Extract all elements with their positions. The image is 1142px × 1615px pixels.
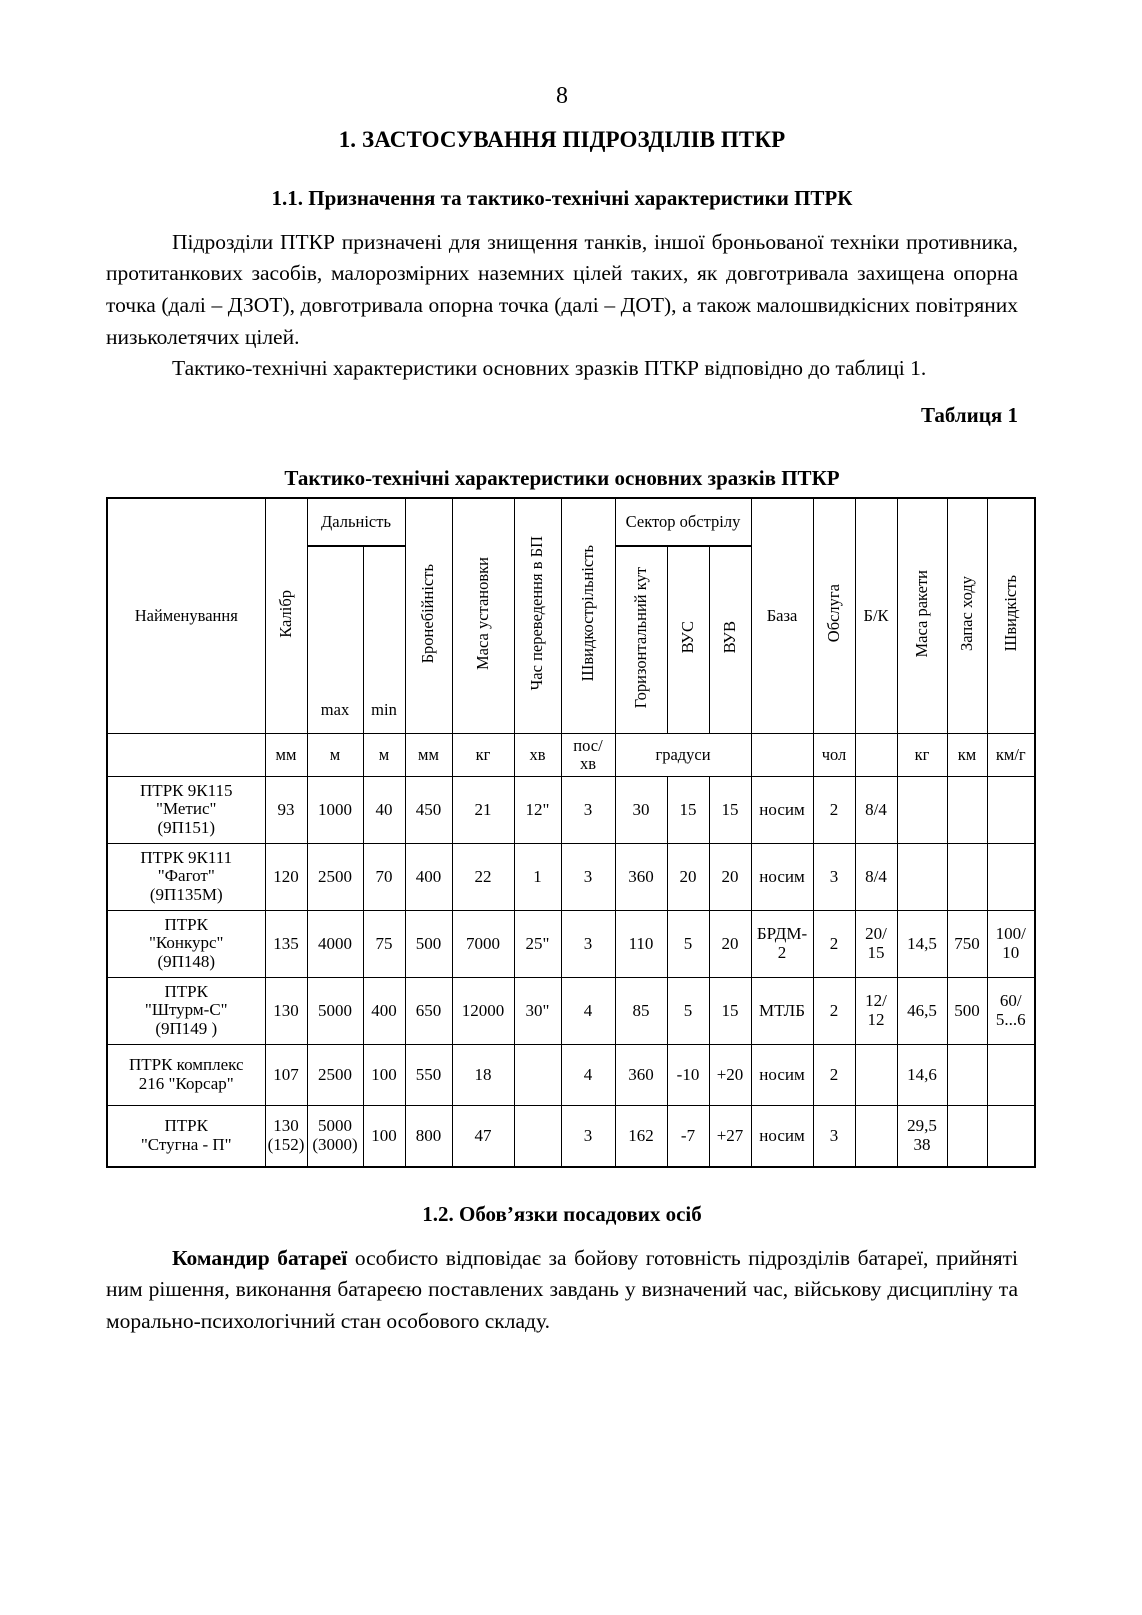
cell-name-line: "Метис" [156, 799, 217, 819]
cell-horizontal-angle: 162 [615, 1105, 667, 1167]
cell-horizontal-angle: 85 [615, 977, 667, 1044]
cell-name [107, 1044, 265, 1105]
cell-rate-of-fire: 3 [561, 776, 615, 843]
cell-name-line: "Стугна - П" [140, 1134, 232, 1154]
table-header-row [107, 498, 1035, 546]
cell-range-max-line: (3000) [312, 1134, 358, 1154]
cell-vuv: 20 [709, 843, 751, 910]
cell-speed [987, 910, 1035, 977]
cell-mount-mass: 22 [452, 843, 514, 910]
cell-bk: 8/4 [855, 843, 897, 910]
cell-time-to-bp: 30" [514, 977, 561, 1044]
cell-rate-of-fire: 3 [561, 910, 615, 977]
table-caption: Тактико-технічні характеристики основних зразків ПТКР [284, 465, 840, 490]
cell-name-line: ПТРК 9К111 [140, 847, 233, 867]
header-vus-label: ВУС [677, 621, 697, 654]
cell-range-max: 4000 [307, 910, 363, 977]
cell-rate-of-fire: 3 [561, 1105, 615, 1167]
cell-range-min: 100 [363, 1105, 405, 1167]
cell-base: носим [751, 843, 813, 910]
units-time-to-bp: хв [514, 733, 561, 776]
units-rate-of-fire-line1: пос/ [573, 735, 603, 755]
cell-bk-line: 12 [867, 1009, 885, 1029]
cell-name-line: ПТРК [164, 981, 208, 1001]
cell-armor: 800 [405, 1105, 452, 1167]
cell-name-line: ПТРК [164, 914, 208, 934]
header-vuv [709, 546, 751, 734]
cell-base-line: 2 [777, 942, 787, 962]
page-number: 8 [556, 83, 568, 109]
cell-range-max: 5000 [307, 977, 363, 1044]
cell-speed [987, 977, 1035, 1044]
header-range-reserve-label: Запас ходу [956, 576, 976, 652]
cell-speed-line: 5...6 [995, 1009, 1026, 1029]
cell-rate-of-fire: 3 [561, 843, 615, 910]
cell-horizontal-angle: 110 [615, 910, 667, 977]
table-row [107, 910, 1035, 977]
units-base [751, 733, 813, 776]
cell-crew: 2 [813, 1044, 855, 1105]
cell-time-to-bp: 25" [514, 910, 561, 977]
cell-range-max-line: 5000 [318, 1116, 352, 1136]
header-rate-of-fire-label: Швидкострільність [577, 545, 597, 682]
cell-name [107, 1105, 265, 1167]
cell-range-reserve [947, 1105, 987, 1167]
cell-missile-mass-line: 38 [913, 1134, 931, 1154]
cell-vus: 20 [667, 843, 709, 910]
cell-speed-line: 10 [1002, 942, 1020, 962]
header-mount-mass-label: Маса установки [472, 557, 492, 671]
cell-crew: 3 [813, 843, 855, 910]
header-crew [813, 498, 855, 734]
table-row [107, 776, 1035, 843]
cell-speed [987, 1044, 1035, 1105]
cell-rate-of-fire: 4 [561, 977, 615, 1044]
cell-armor: 550 [405, 1044, 452, 1105]
units-mount-mass: кг [452, 733, 514, 776]
cell-name-line: "Конкурс" [148, 933, 224, 953]
cell-vus: -7 [667, 1105, 709, 1167]
header-range-min-label: min [371, 699, 397, 719]
cell-range-min: 100 [363, 1044, 405, 1105]
header-crew-label: Обслуга [823, 584, 843, 643]
cell-name-line: (9П151) [157, 818, 216, 838]
units-speed: км/г [987, 733, 1035, 776]
cell-horizontal-angle: 30 [615, 776, 667, 843]
units-name [107, 733, 265, 776]
duties-rest: особисто відповідає за бойову готовність підрозділів батареї, прийняті ним рішення, виконання батареєю поставлених завдань у визначений час, військову дисципліну та морально-психологічний стан особового складу. [106, 1245, 1018, 1333]
cell-range-min: 400 [363, 977, 405, 1044]
cell-mount-mass: 12000 [452, 977, 514, 1044]
table-units-row [107, 733, 1035, 776]
cell-mount-mass: 47 [452, 1105, 514, 1167]
header-range-reserve [947, 498, 987, 734]
cell-range-max: 1000 [307, 776, 363, 843]
header-range-max [307, 546, 363, 734]
cell-name [107, 843, 265, 910]
cell-base: носим [751, 1044, 813, 1105]
cell-range-max: 2500 [307, 843, 363, 910]
table-row [107, 1105, 1035, 1167]
header-time-to-bp-label: Час переведення в БП [527, 536, 547, 691]
units-rate-of-fire-line2: хв [579, 753, 597, 773]
header-caliber-label: Калібр [275, 589, 295, 638]
ttx-table [106, 497, 1036, 1168]
table-row [107, 843, 1035, 910]
cell-speed [987, 776, 1035, 843]
cell-bk-line: 15 [867, 942, 885, 962]
cell-crew: 2 [813, 910, 855, 977]
cell-horizontal-angle: 360 [615, 1044, 667, 1105]
cell-armor: 500 [405, 910, 452, 977]
cell-vus: 5 [667, 977, 709, 1044]
cell-missile-mass: 46,5 [897, 977, 947, 1044]
cell-name [107, 977, 265, 1044]
header-horizontal-angle [615, 546, 667, 734]
cell-bk: 8/4 [855, 776, 897, 843]
cell-vuv: +20 [709, 1044, 751, 1105]
cell-vus: -10 [667, 1044, 709, 1105]
cell-missile-mass: 14,6 [897, 1044, 947, 1105]
cell-rate-of-fire: 4 [561, 1044, 615, 1105]
cell-mount-mass: 21 [452, 776, 514, 843]
units-range-reserve: км [947, 733, 987, 776]
cell-range-reserve: 500 [947, 977, 987, 1044]
header-name: Найменування [107, 498, 265, 734]
cell-caliber-line: 130 [273, 1116, 299, 1136]
cell-vus: 15 [667, 776, 709, 843]
cell-range-max [307, 1105, 363, 1167]
cell-crew: 3 [813, 1105, 855, 1167]
section-1-2-block [106, 1202, 1018, 1338]
header-missile-mass-label: Маса ракети [911, 569, 931, 658]
cell-base: носим [751, 1105, 813, 1167]
header-bk: Б/К [855, 498, 897, 734]
cell-armor: 400 [405, 843, 452, 910]
page-content [106, 0, 1026, 1338]
cell-range-reserve: 750 [947, 910, 987, 977]
units-range-min: м [363, 733, 405, 776]
cell-speed-line: 60/ [999, 991, 1022, 1011]
header-caliber [265, 498, 307, 734]
section-title-1-2: 1.2. Обов’язки посадових осіб [422, 1201, 702, 1226]
cell-armor: 650 [405, 977, 452, 1044]
units-armor: мм [405, 733, 452, 776]
units-caliber: мм [265, 733, 307, 776]
cell-name-line: (9П149 ) [155, 1019, 218, 1039]
cell-caliber: 93 [265, 776, 307, 843]
cell-name [107, 910, 265, 977]
cell-range-reserve [947, 843, 987, 910]
cell-name-line: (9П148) [157, 952, 216, 972]
duties-lead: Командир батареї [172, 1245, 348, 1270]
header-missile-mass [897, 498, 947, 734]
cell-name-line: (9П135М) [149, 885, 223, 905]
units-missile-mass: кг [897, 733, 947, 776]
header-horizontal-angle-label: Горизонтальний кут [630, 566, 650, 709]
section-title-1-1: 1.1. Призначення та тактико-технічні характеристики ПТРК [271, 185, 853, 210]
cell-name [107, 776, 265, 843]
cell-base-line: БРДМ- [756, 924, 808, 944]
cell-vuv: 15 [709, 977, 751, 1044]
paragraph-duties [106, 1243, 1018, 1338]
cell-time-to-bp: 12" [514, 776, 561, 843]
header-range-group: Дальність [307, 498, 405, 546]
units-rate-of-fire [561, 733, 615, 776]
header-time-to-bp [514, 498, 561, 734]
header-speed-label: Швидкість [1000, 575, 1020, 652]
units-bk [855, 733, 897, 776]
cell-base [751, 910, 813, 977]
header-range-max-label: max [320, 699, 350, 719]
cell-caliber: 130 [265, 977, 307, 1044]
cell-range-min: 70 [363, 843, 405, 910]
cell-vuv: +27 [709, 1105, 751, 1167]
cell-mount-mass: 7000 [452, 910, 514, 977]
cell-range-reserve [947, 776, 987, 843]
table-label: Таблиця 1 [920, 402, 1018, 427]
cell-name-line: ПТРК [164, 1116, 208, 1136]
header-sector-group: Сектор обстрілу [615, 498, 751, 546]
header-vuv-label: ВУВ [719, 621, 739, 654]
table-row [107, 1044, 1035, 1105]
cell-caliber: 120 [265, 843, 307, 910]
cell-crew: 2 [813, 977, 855, 1044]
cell-caliber: 107 [265, 1044, 307, 1105]
header-base: База [751, 498, 813, 734]
cell-bk [855, 1044, 897, 1105]
paragraph-table-reference: Тактико-технічні характеристики основних зразків ПТКР відповідно до таблиці 1. [172, 356, 927, 381]
cell-time-to-bp [514, 1105, 561, 1167]
header-vus [667, 546, 709, 734]
cell-armor: 450 [405, 776, 452, 843]
cell-bk-line: 12/ [865, 991, 887, 1011]
cell-name-line: "Штурм-С" [144, 1000, 228, 1020]
cell-missile-mass [897, 776, 947, 843]
units-degrees: градуси [615, 733, 751, 776]
chapter-title: 1. ЗАСТОСУВАННЯ ПІДРОЗДІЛІВ ПТКР [338, 127, 786, 152]
cell-name-line: 216 "Корсар" [138, 1073, 234, 1093]
cell-range-max: 2500 [307, 1044, 363, 1105]
header-armor-label: Бронебійність [418, 563, 438, 664]
header-armor [405, 498, 452, 734]
cell-mount-mass: 18 [452, 1044, 514, 1105]
cell-vuv: 20 [709, 910, 751, 977]
cell-bk [855, 910, 897, 977]
cell-time-to-bp [514, 1044, 561, 1105]
cell-bk [855, 977, 897, 1044]
cell-speed-line: 100/ [995, 924, 1026, 944]
cell-missile-mass [897, 843, 947, 910]
cell-bk [855, 1105, 897, 1167]
cell-range-min: 75 [363, 910, 405, 977]
cell-name-line: "Фагот" [157, 866, 215, 886]
cell-caliber-line: (152) [267, 1134, 305, 1154]
cell-vuv: 15 [709, 776, 751, 843]
cell-horizontal-angle: 360 [615, 843, 667, 910]
cell-range-reserve [947, 1044, 987, 1105]
cell-missile-mass-line: 29,5 [907, 1116, 937, 1136]
cell-caliber: 135 [265, 910, 307, 977]
cell-name-line: ПТРК комплекс [128, 1055, 244, 1075]
cell-base: МТЛБ [751, 977, 813, 1044]
cell-vus: 5 [667, 910, 709, 977]
header-range-min [363, 546, 405, 734]
cell-missile-mass: 14,5 [897, 910, 947, 977]
cell-bk-line: 20/ [865, 924, 887, 944]
table-row [107, 977, 1035, 1044]
cell-speed [987, 1105, 1035, 1167]
cell-time-to-bp: 1 [514, 843, 561, 910]
cell-range-min: 40 [363, 776, 405, 843]
cell-base: носим [751, 776, 813, 843]
header-mount-mass [452, 498, 514, 734]
header-rate-of-fire [561, 498, 615, 734]
header-speed [987, 498, 1035, 734]
units-crew: чол [813, 733, 855, 776]
cell-missile-mass [897, 1105, 947, 1167]
units-range-max: м [307, 733, 363, 776]
cell-speed [987, 843, 1035, 910]
cell-crew: 2 [813, 776, 855, 843]
paragraph-intro: Підрозділи ПТКР призначені для знищення танків, іншої броньованої техніки противника, протитанкових засобів, малорозмірних наземних цілей таких, як довготривала захищена опорна точка (далі – ДЗОТ), довготривала опорна точка (далі – ДОТ), а також малошвидкісних повітряних низьколетячих цілей. [106, 229, 1018, 349]
cell-name-line: ПТРК 9К115 [140, 780, 233, 800]
cell-caliber [265, 1105, 307, 1167]
